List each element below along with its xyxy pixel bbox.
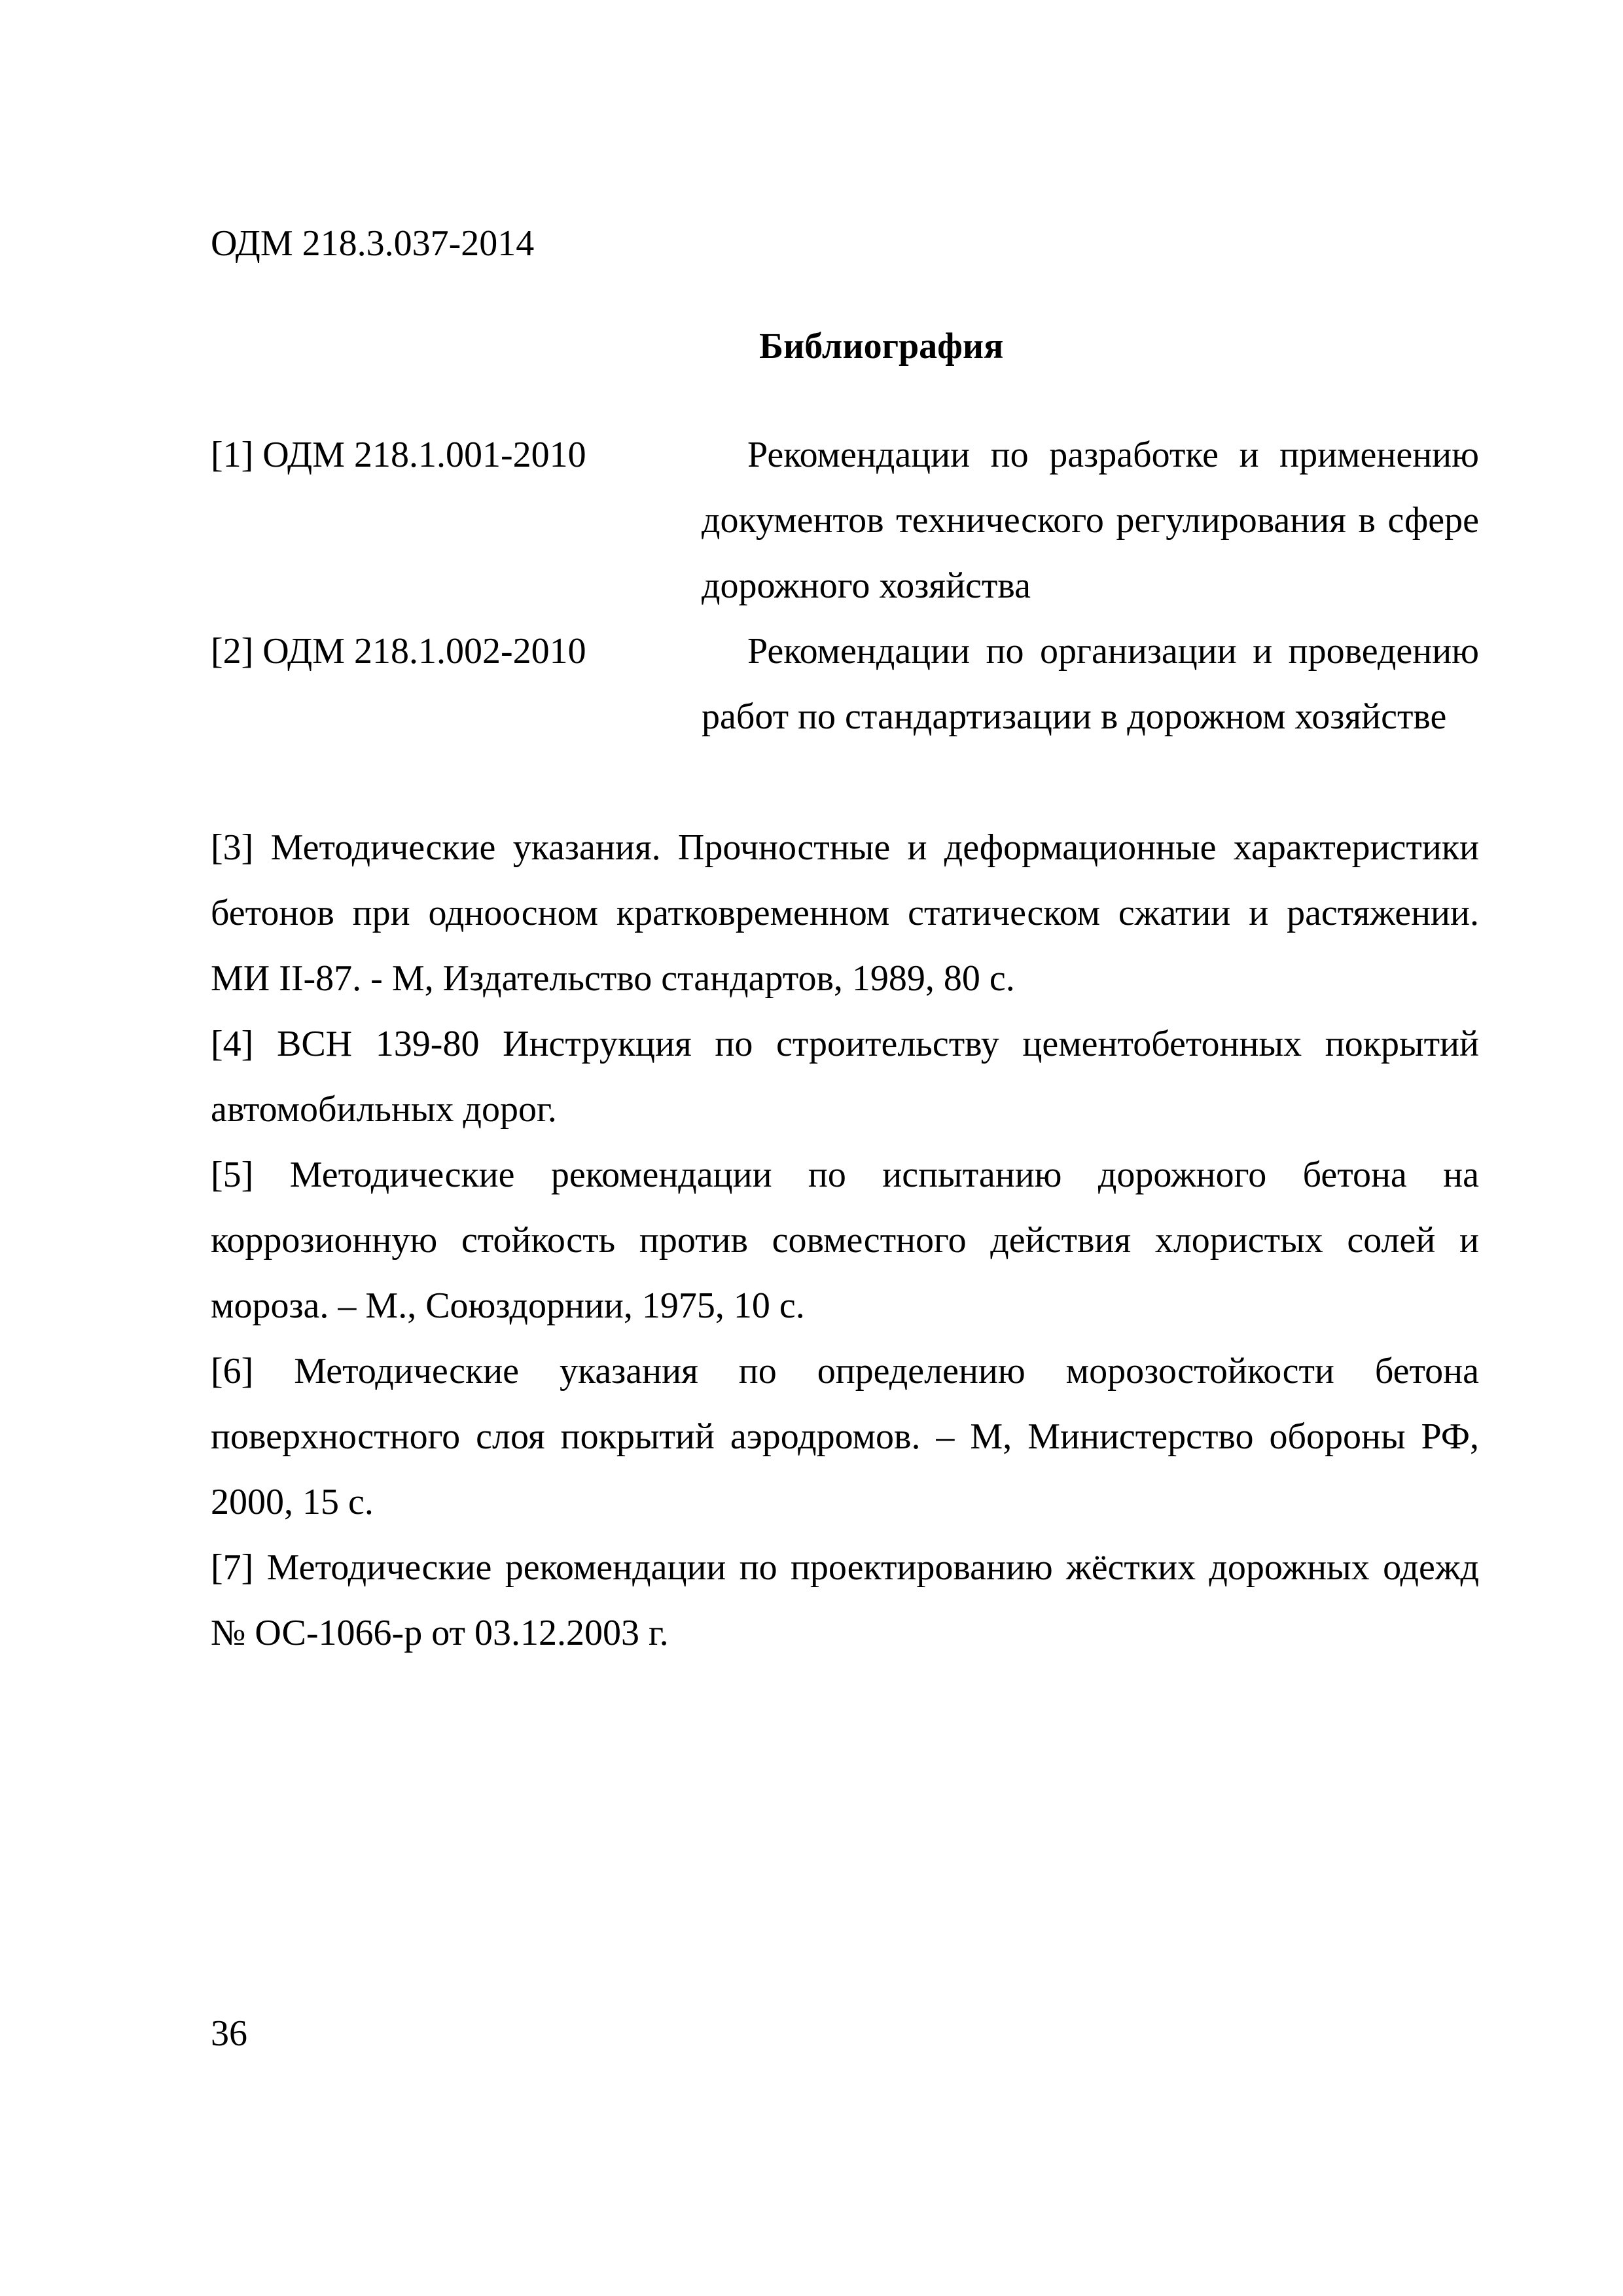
reference-item-6: [6] Методические указания по определению морозостойкости бетона поверхностного слоя покрытий аэродромов. – М, Министерство обороны РФ, 2000, 15 с. bbox=[211, 1351, 1479, 1522]
reference-description: Рекомендации по организации и проведению работ по стандартизации в дорожном хозяйстве bbox=[702, 631, 1479, 737]
reference-item-1 bbox=[211, 422, 1479, 619]
reference-list bbox=[211, 815, 1479, 1666]
reference-item-4: [4] ВСН 139-80 Инструкция по строительству цементобетонных покрытий автомобильных дорог. bbox=[211, 1024, 1479, 1130]
reference-key: [2] ОДМ 218.1.002-2010 bbox=[211, 631, 586, 672]
reference-item-5: [5] Методические рекомендации по испытанию дорожного бетона на коррозионную стойкость против совместного действия хлористых солей и мороза. – М., Союздорнии, 1975, 10 с. bbox=[211, 1155, 1479, 1326]
reference-item-3: [3] Методические указания. Прочностные и деформационные характеристики бетонов при одноосном кратковременном статическом сжатии и растяжении. МИ II-87. - М, Издательство стандартов, 1989, 80 с. bbox=[211, 827, 1479, 999]
page-number: 36 bbox=[211, 2013, 247, 2054]
reference-list-two-column bbox=[211, 422, 1479, 749]
reference-item-2 bbox=[211, 619, 1479, 749]
reference-description: Рекомендации по разработке и применению документов технического регулирования в сфере дорожного хозяйства bbox=[702, 435, 1479, 606]
reference-key: [1] ОДМ 218.1.001-2010 bbox=[211, 435, 586, 475]
document-code: ОДМ 218.3.037-2014 bbox=[211, 223, 535, 264]
bibliography-title: Библиография bbox=[759, 326, 1004, 367]
reference-item-7: [7] Методические рекомендации по проектированию жёстких дорожных одежд № ОС-1066-р от 03.12.2003 г. bbox=[211, 1547, 1479, 1653]
